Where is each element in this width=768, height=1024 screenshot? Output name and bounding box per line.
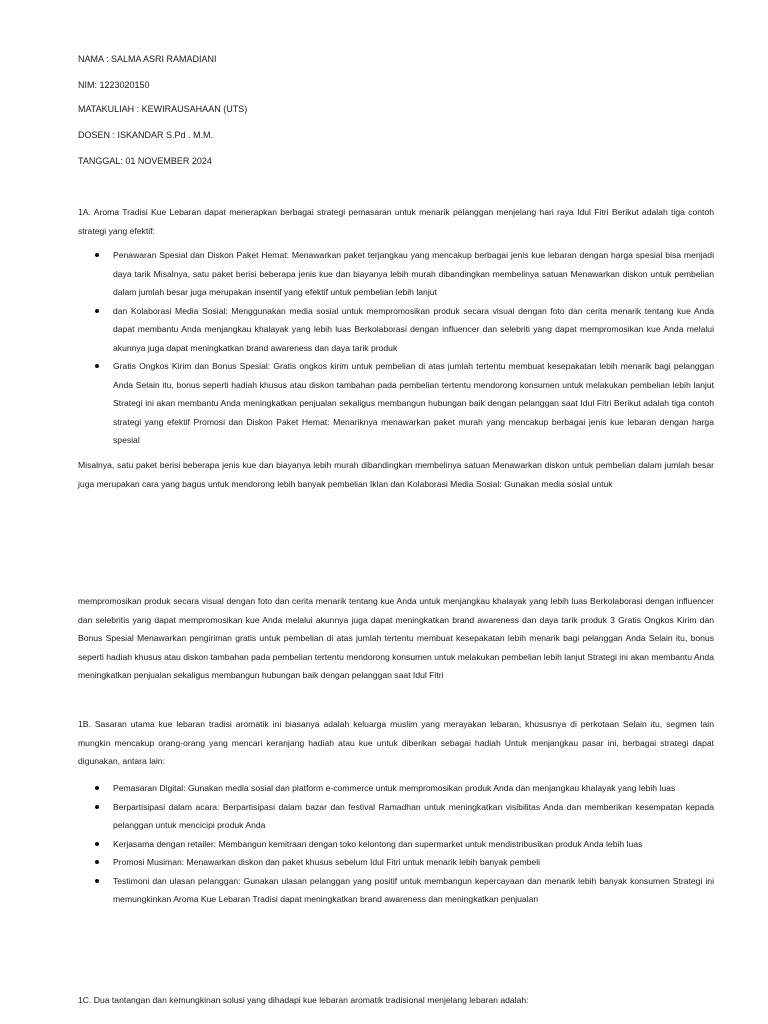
list-item-text: Testimoni dan ulasan pelanggan: Gunakan ulasan pelanggan yang positif untuk membangun kepercayaan dan menarik lebih banyak konsumen Strategi ini memungkinkan Aroma Kue Lebaran Tradisi dapat meningkatkan brand awareness dan meningkatkan penjualan bbox=[113, 875, 714, 904]
list-item bbox=[78, 779, 714, 798]
list-item-text: Berpartisipasi dalam acara: Berpartisipasi dalam bazar dan festival Ramadhan untuk meningkatkan visibilitas Anda dan memberikan kesempatan kepada pelanggan untuk mencicipi produk Anda bbox=[113, 801, 714, 830]
bullet-icon bbox=[95, 309, 99, 313]
list-item bbox=[78, 798, 714, 835]
section-1b-bullets bbox=[78, 779, 714, 909]
bullet-icon bbox=[95, 253, 99, 257]
section-1a-bullets bbox=[78, 246, 714, 450]
exam-date: TANGGAL: 01 NOVEMBER 2024 bbox=[78, 156, 212, 166]
section-1c-intro: 1C. Dua tantangan dan kemungkinan solusi yang dihadapi kue lebaran aromatik tradisional menjelang lebaran adalah: bbox=[78, 995, 529, 1005]
bullet-icon bbox=[95, 786, 99, 790]
list-item bbox=[78, 357, 714, 450]
list-item bbox=[78, 246, 714, 302]
list-item bbox=[78, 835, 714, 854]
bullet-icon bbox=[95, 879, 99, 883]
list-item-text: Pemasaran Digital: Gunakan media sosial dan platform e-commerce untuk mempromosikan produk Anda dan menjangkau khalayak yang lebih luas bbox=[113, 783, 676, 793]
lecturer-name: DOSEN : ISKANDAR S.Pd . M.M. bbox=[78, 130, 214, 140]
list-item-text: Kerjasama dengan retailer: Membangun kemitraan dengan toko kelontong dan supermarket untuk mendistribusikan produk Anda lebih luas bbox=[113, 838, 643, 849]
bullet-icon bbox=[95, 842, 99, 846]
list-item-text: Promosi Musiman: Menawarkan diskon dan paket khusus sebelum Idul Fitri untuk menarik lebih banyak pembeli bbox=[113, 857, 541, 867]
course-name: MATAKULIAH : KEWIRAUSAHAAN (UTS) bbox=[78, 104, 248, 114]
section-1b-intro: 1B. Sasaran utama kue lebaran tradisi aromatik ini biasanya adalah keluarga muslim yang merayakan lebaran, khususnya di perkotaan Selain itu, segmen lain mungkin mencakup orang-orang yang mencari keranjang hadiah atau kue untuk diberikan sebagai hadiah Untuk menjangkau pasar ini, berbagai strategi dapat digunakan, antara lain: bbox=[78, 719, 714, 766]
list-item-text: Penawaran Spesial dan Diskon Paket Hemat: Menawarkan paket terjangkau yang mencakup berbagai jenis kue lebaran dengan harga spesial bisa menjadi daya tarik Misalnya, satu paket berisi beberapa jenis kue dan biayanya lebih murah dibandingkan membelinya satuan Menawarkan diskon untuk pembelian dalam jumlah besar juga merupakan insentif yang efektif untuk pembelian lebih lanjut bbox=[113, 250, 714, 297]
bullet-icon bbox=[95, 805, 99, 809]
bullet-icon bbox=[95, 364, 99, 368]
list-item-text: Gratis Ongkos Kirim dan Bonus Spesial: Gratis ongkos kirim untuk pembelian di atas jumlah tertentu membuat kesepakatan lebih menarik bagi pelanggan Anda Selain itu, bonus seperti hadiah khusus atau diskon tambahan pada pembelian tertentu mendorong konsumen untuk melakukan pembelian lebih lanjut Strategi ini akan membantu Anda meningkatkan penjualan sekaligus membangun hubungan baik dengan pelanggan saat Idul Fitri Berikut adalah tiga contoh strategi yang efektif Promosi dan Diskon Paket Hemat: Menariknya menawarkan paket murah yang mencakup berbagai jenis kue lebaran dengan harga spesial bbox=[113, 361, 714, 445]
section-1a-paragraph: Misalnya, satu paket berisi beberapa jenis kue dan biayanya lebih murah dibandingkan membelinya satuan Menawarkan diskon untuk pembelian dalam jumlah besar juga merupakan cara yang bagus untuk mendorong lebih banyak pembelian Iklan dan Kolaborasi Media Sosial: Gunakan media sosial untuk bbox=[78, 460, 714, 489]
section-1a-continuation: mempromosikan produk secara visual dengan foto dan cerita menarik tentang kue Anda untuk menjangkau khalayak yang lebih luas Berkolaborasi dengan influencer dan selebritis yang dapat mempromosikan kue Anda melalui akunnya juga dapat meningkatkan brand awareness dan daya tarik produk 3 Gratis Ongkos Kirim dan Bonus Spesial Menawarkan pengiriman gratis untuk pembelian di atas jumlah tertentu membuat kesepakatan lebih menarik bagi pelanggan Anda Selain itu, bonus seperti hadiah khusus atau diskon tambahan pada pembelian tertentu mendorong konsumen untuk melakukan pembelian lebih lanjut Strategi ini akan membantu Anda meningkatkan penjualan sekaligus membangun hubungan baik dengan pelanggan saat Idul Fitri bbox=[78, 596, 714, 680]
bullet-icon bbox=[95, 860, 99, 864]
list-item bbox=[78, 853, 714, 872]
list-item bbox=[78, 872, 714, 909]
student-name: NAMA : SALMA ASRI RAMADIANI bbox=[78, 54, 217, 64]
list-item bbox=[78, 302, 714, 358]
section-1a-intro: 1A. Aroma Tradisi Kue Lebaran dapat menerapkan berbagai strategi pemasaran untuk menarik pelanggan menjelang hari raya Idul Fitri Berikut adalah tiga contoh strategi yang efektif: bbox=[78, 207, 714, 236]
list-item-text: dan Kolaborasi Media Sosial: Menggunakan media sosial untuk mempromosikan produk secara visual dengan foto dan cerita menarik tentang kue Anda dapat membantu Anda menjangkau khalayak yang lebih luas Berkolaborasi dengan influencer dan selebriti yang dapat mempromosikan kue Anda melalui akunnya juga dapat meningkatkan brand awareness dan daya tarik produk bbox=[113, 305, 714, 353]
student-nim: NIM: 1223020150 bbox=[78, 80, 150, 90]
